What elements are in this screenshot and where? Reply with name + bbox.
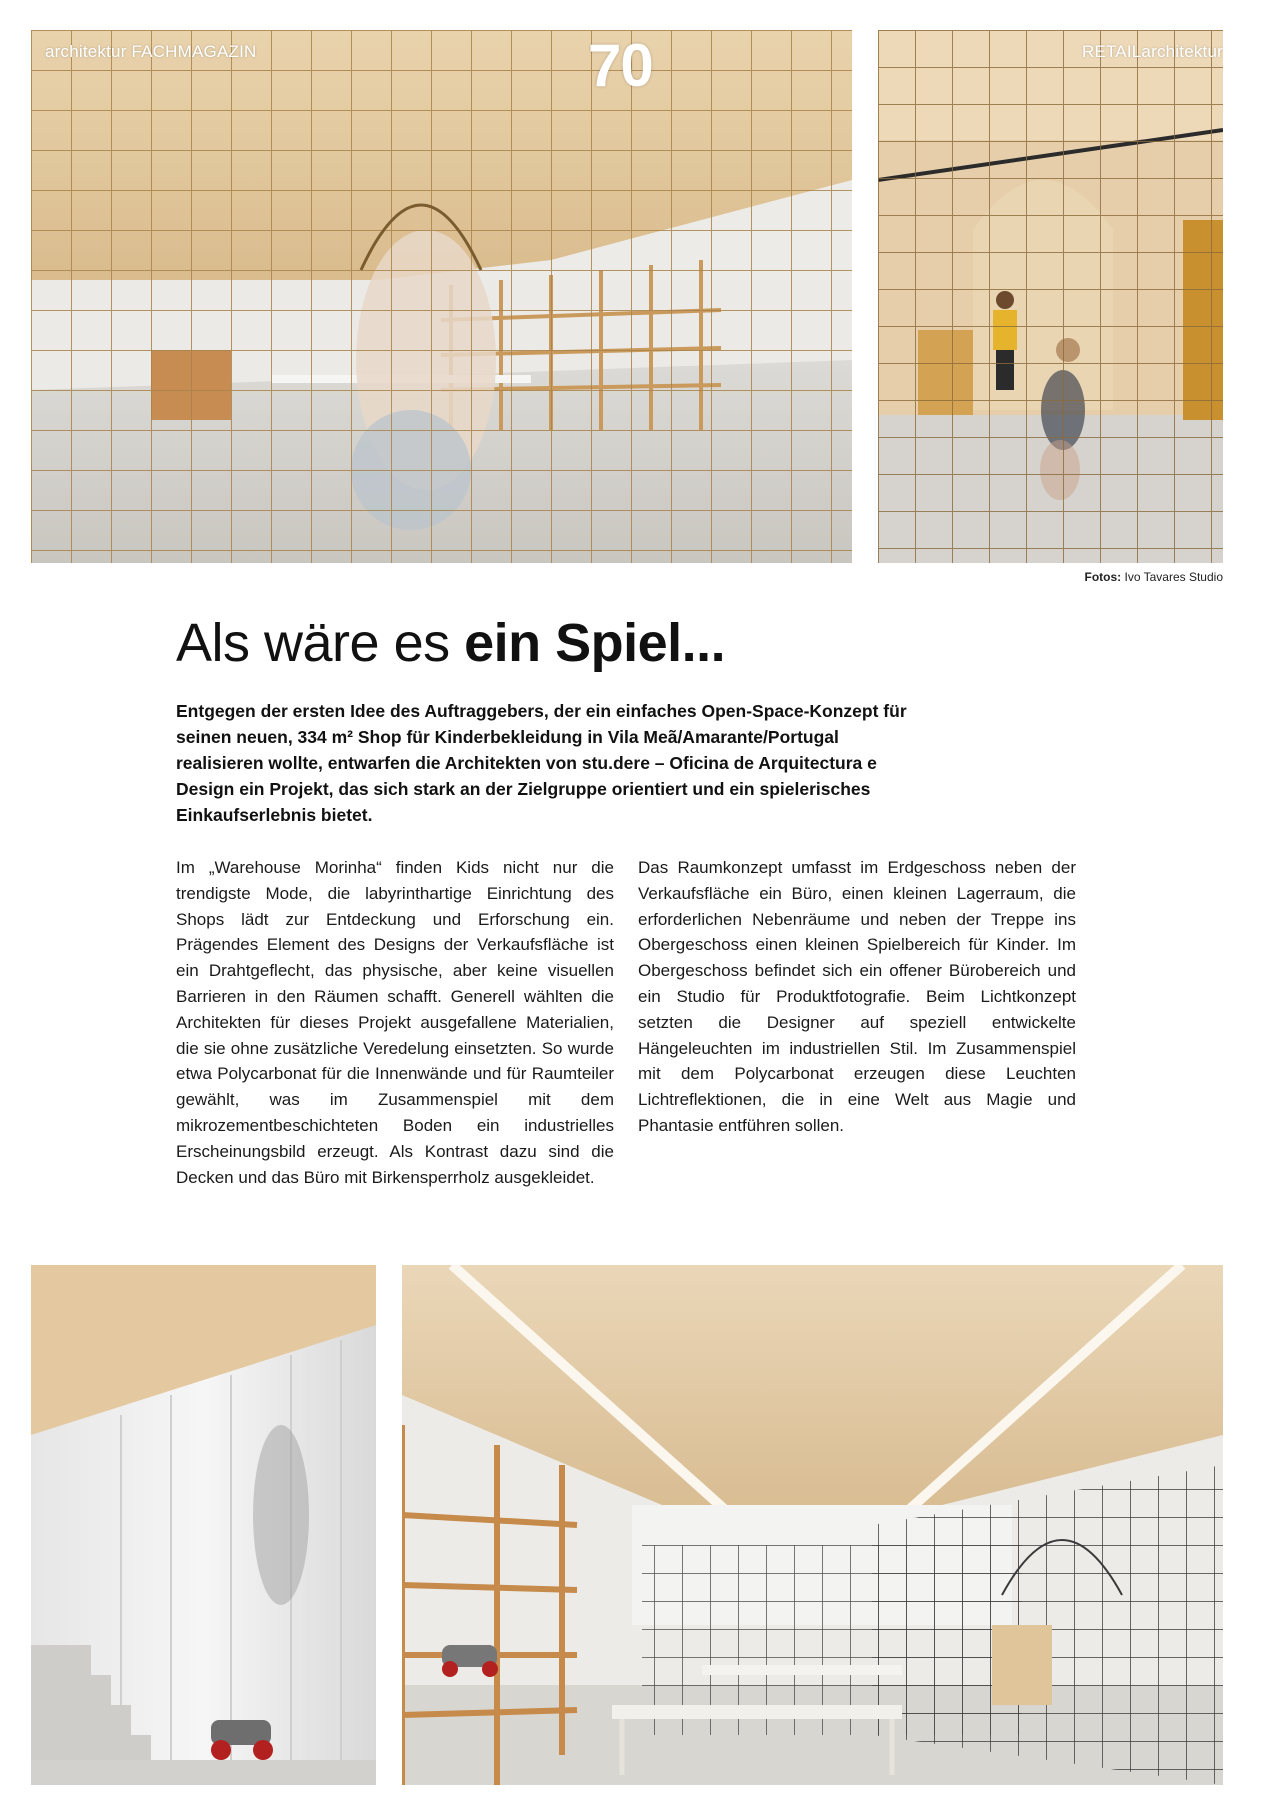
headline-bold: ein Spiel... <box>464 613 726 673</box>
headline-light: Als wäre es <box>176 613 465 673</box>
photo-store-shelves-tables <box>402 1265 1223 1785</box>
photo-credit <box>1085 570 1224 584</box>
photo-store-wire-grid <box>31 30 852 563</box>
photo-children-arch <box>878 30 1223 563</box>
article-lead: Entgegen der ersten Idee des Auftraggebers, der ein einfaches Open-Space-Konzept für seinen neuen, 334 m² Shop für Kinderbekleidung in Vila Meã/Amarante/Portugal realisieren wollte, entwarfen die Architekten von stu.dere – Oficina de Arquitectura e Design ein Projekt, das sich stark an der Zielgruppe orientiert und ein spielerisches Einkaufserlebnis bietet. <box>176 701 907 825</box>
body-column-right: Das Raumkonzept umfasst im Erdgeschoss neben der Verkaufsfläche ein Büro, einen kleinen Lagerraum, die erforderlichen Nebenräume und neben der Treppe ins Obergeschoss einen kleinen Spielbereich für Kinder. Im Obergeschoss befindet sich ein offener Bürobereich und ein Studio für Produktfotografie. Beim Lichtkonzept setzten die Designer auf speziell entwickelte Hängeleuchten im industriellen Stil. Im Zusammenspiel mit dem Polycarbonat erzeugen diese Leuchten Lichtreflektionen, die in eine Welt aus Magie und Phantasie entführen sollen. <box>638 858 1076 1135</box>
publication-name <box>45 42 257 62</box>
article-headline <box>176 614 725 673</box>
photo-credit-name: Ivo Tavares Studio <box>1121 570 1223 584</box>
photo-credit-label: Fotos: <box>1084 570 1122 584</box>
page-number: 70 <box>588 32 653 99</box>
publication-prefix: architektur <box>45 42 132 61</box>
section-label: RETAILarchitektur <box>1081 42 1223 61</box>
photo-stairs-polycarbonate <box>31 1265 376 1785</box>
publication-title: FACHMAGAZIN <box>131 42 257 61</box>
body-column-left: Im „Warehouse Morinha“ finden Kids nicht nur die trendigste Mode, die labyrinthartige Einrichtung des Shops lädt zur Entdeckung und Erforschung ein. Prägendes Element des Designs der Verkaufsfläche ist ein Drahtgeflecht, das physische, aber keine visuellen Barrieren in den Räumen schafft. Generell wählten die Architekten für dieses Projekt ausgefallene Materialien, die sie ohne zusätzliche Veredelung einsetzten. So wurde etwa Polycarbonat für die Innenwände und für Raumteiler gewählt, was im Zusammenspiel mit dem mikrozementbeschichteten Boden ein industrielles Erscheinungsbild erzeugt. Als Kontrast dazu sind die Decken und das Büro mit Birkensperrholz ausgekleidet. <box>176 858 614 1187</box>
